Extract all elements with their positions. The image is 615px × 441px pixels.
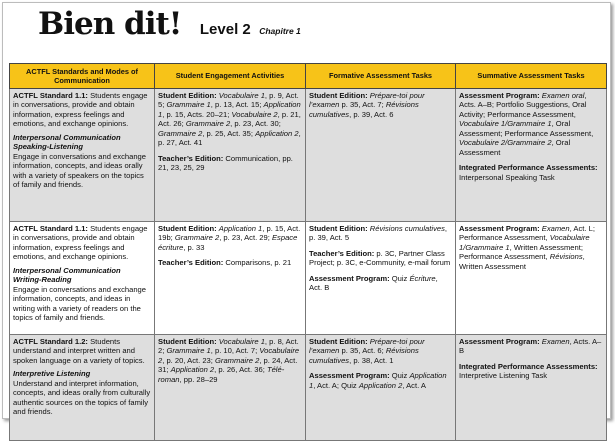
summative-cell: Assessment Program: Examen, Act. L; Performance Assessment, Vocabulaire 1/Grammaire 1, Written Assessment; Performance Assessment, Révisions, Written Assessment: [456, 222, 607, 335]
level-label: Level 2: [199, 21, 251, 38]
formative-student-edition-label: Student Edition:: [309, 91, 368, 100]
column-header-formative: Formative Assessment Tasks: [306, 64, 456, 89]
formative-cell: Student Edition: Prépare-toi pour l’examen p. 35, Act. 6; Révisions cumulatives, p. 38, Act. 1 Assessment Program: Quiz Application 1, Act. A; Quiz Application 2, Act. A: [306, 335, 456, 441]
engagement-cell: Student Edition: Application 1, p. 15, Act. 19b; Grammaire 2, p. 23, Act. 29; Espace écriture, p. 33 Teacher’s Edition: Comparisons, p. 21: [155, 222, 306, 335]
column-header-standards: ACTFL Standards and Modes of Communication: [10, 64, 155, 89]
summative-cell: Assessment Program: Examen, Acts. A–B Integrated Performance Assessments: Interpretive Listening Task: [456, 335, 607, 441]
table-row: [10, 222, 607, 335]
standard-label: ACTFL Standard 1.2:: [13, 337, 88, 346]
standard-label: ACTFL Standard 1.1:: [13, 91, 88, 100]
formative-student-edition-label: Student Edition:: [309, 224, 368, 233]
engagement-cell: Student Edition: Vocabulaire 1, p. 8, Act. 2; Grammaire 1, p. 10, Act. 7; Vocabulaire 2, p. 20, Act. 23; Grammaire 2, p. 24, Act. 31; Application 2, p. 26, Act. 36; Télé-roman, pp. 28–29: [155, 335, 306, 441]
mode-title: Interpersonal Communication Speaking-Listening: [13, 132, 121, 152]
formative-assessment-program-label: Assessment Program:: [309, 371, 390, 381]
teachers-edition-text: Comparisons, p. 21: [223, 258, 292, 268]
student-edition-label: Student Edition:: [158, 91, 217, 100]
column-header-engagement: Student Engagement Activities: [155, 64, 306, 89]
formative-student-edition-label: Student Edition:: [309, 337, 368, 346]
assessment-program-label: Assessment Program:: [459, 91, 540, 100]
integrated-assessments-label: Integrated Performance Assessments:: [459, 163, 598, 173]
mode-title: Interpersonal Communication Writing-Reading: [13, 265, 121, 285]
page-header: [38, 6, 301, 46]
teachers-edition-label: Teacher’s Edition:: [158, 153, 224, 163]
table-header-row: [10, 64, 607, 89]
chapter-label: Chapitre 1: [259, 26, 301, 36]
table-row: [10, 335, 607, 441]
formative-teachers-edition-text: p. 3C, Partner Class Project; p. 3C, e-Community, e-mail forum: [309, 248, 451, 268]
column-header-summative: Summative Assessment Tasks: [456, 64, 607, 89]
integrated-assessments-label: Integrated Performance Assessments:: [459, 361, 598, 371]
standard-text: Students engage in conversations, provide and obtain information, express feelings and emotions, and exchange opinions.: [13, 224, 148, 262]
brand-title: Bien dit!: [38, 6, 182, 42]
assessment-program-label: Assessment Program:: [459, 337, 540, 346]
formative-assessment-program-label: Assessment Program:: [309, 273, 390, 283]
mode-text: Understand and interpret information, concepts, and ideas orally from culturally authentic sources on the topics of family and friends.: [13, 378, 151, 417]
mode-text: Engage in conversations and exchange information, concepts, and ideas in writing with a variety of readers on the topics of family and friends.: [13, 284, 146, 323]
standard-label: ACTFL Standard 1.1:: [13, 224, 88, 233]
integrated-assessments-text: Interpersonal Speaking Task: [459, 172, 555, 182]
assessment-program-label: Assessment Program:: [459, 224, 540, 233]
formative-teachers-edition-label: Teacher’s Edition:: [309, 248, 375, 258]
teachers-edition-text: Communication, pp. 21, 23, 25, 29: [158, 153, 293, 173]
mode-text: Engage in conversations and exchange information, concepts, and ideas orally with a variety of speakers on the topics of family and friends.: [13, 151, 146, 190]
formative-cell: Student Edition: Prépare-toi pour l’examen p. 35, Act. 7; Révisions cumulatives, p. 39, Act. 6: [306, 89, 456, 222]
standards-table: [9, 63, 607, 441]
integrated-assessments-text: Interpretive Listening Task: [459, 371, 548, 381]
table-row: [10, 89, 607, 222]
standard-text: Students understand and interpret written and spoken language on a variety of topics.: [13, 337, 145, 365]
standards-cell: [10, 222, 155, 335]
standards-cell: [10, 89, 155, 222]
mode-title: Interpretive Listening: [13, 369, 91, 379]
student-edition-label: Student Edition:: [158, 337, 217, 346]
standard-text: Students engage in conversations, provide and obtain information, express feelings and emotions, and exchange opinions.: [13, 91, 148, 129]
formative-cell: Student Edition: Révisions cumulatives, p. 39, Act. 5 Teacher’s Edition: p. 3C, Partner Class Project; p. 3C, e-Community, e-mail forum Assessment Program: Quiz Écriture, Act. B: [306, 222, 456, 335]
student-edition-label: Student Edition:: [158, 224, 217, 233]
engagement-cell: Student Edition: Vocabulaire 1, p. 9, Act. 5; Grammaire 1, p. 13, Act. 15; Application 1, p. 15, Acts. 20–21; Vocabulaire 2, p. 21, Act. 26; Grammaire 2, p. 23, Act. 30; Grammaire 2, p. 25, Act. 35; Application 2, p. 27, Act. 41 Teacher’s Edition: Communication, pp. 21, 23, 25, 29: [155, 89, 306, 222]
teachers-edition-label: Teacher’s Edition:: [158, 258, 224, 268]
summative-cell: Assessment Program: Examen oral, Acts. A–B; Portfolio Suggestions, Oral Activity; Performance Assessment, Vocabulaire 1/Grammaire 1, Oral Assessment; Performance Assessment, Vocabulaire 2/Grammaire 2, Oral Assessment Integrated Performance Assessments: Interpersonal Speaking Task: [456, 89, 607, 222]
standards-cell: [10, 335, 155, 441]
